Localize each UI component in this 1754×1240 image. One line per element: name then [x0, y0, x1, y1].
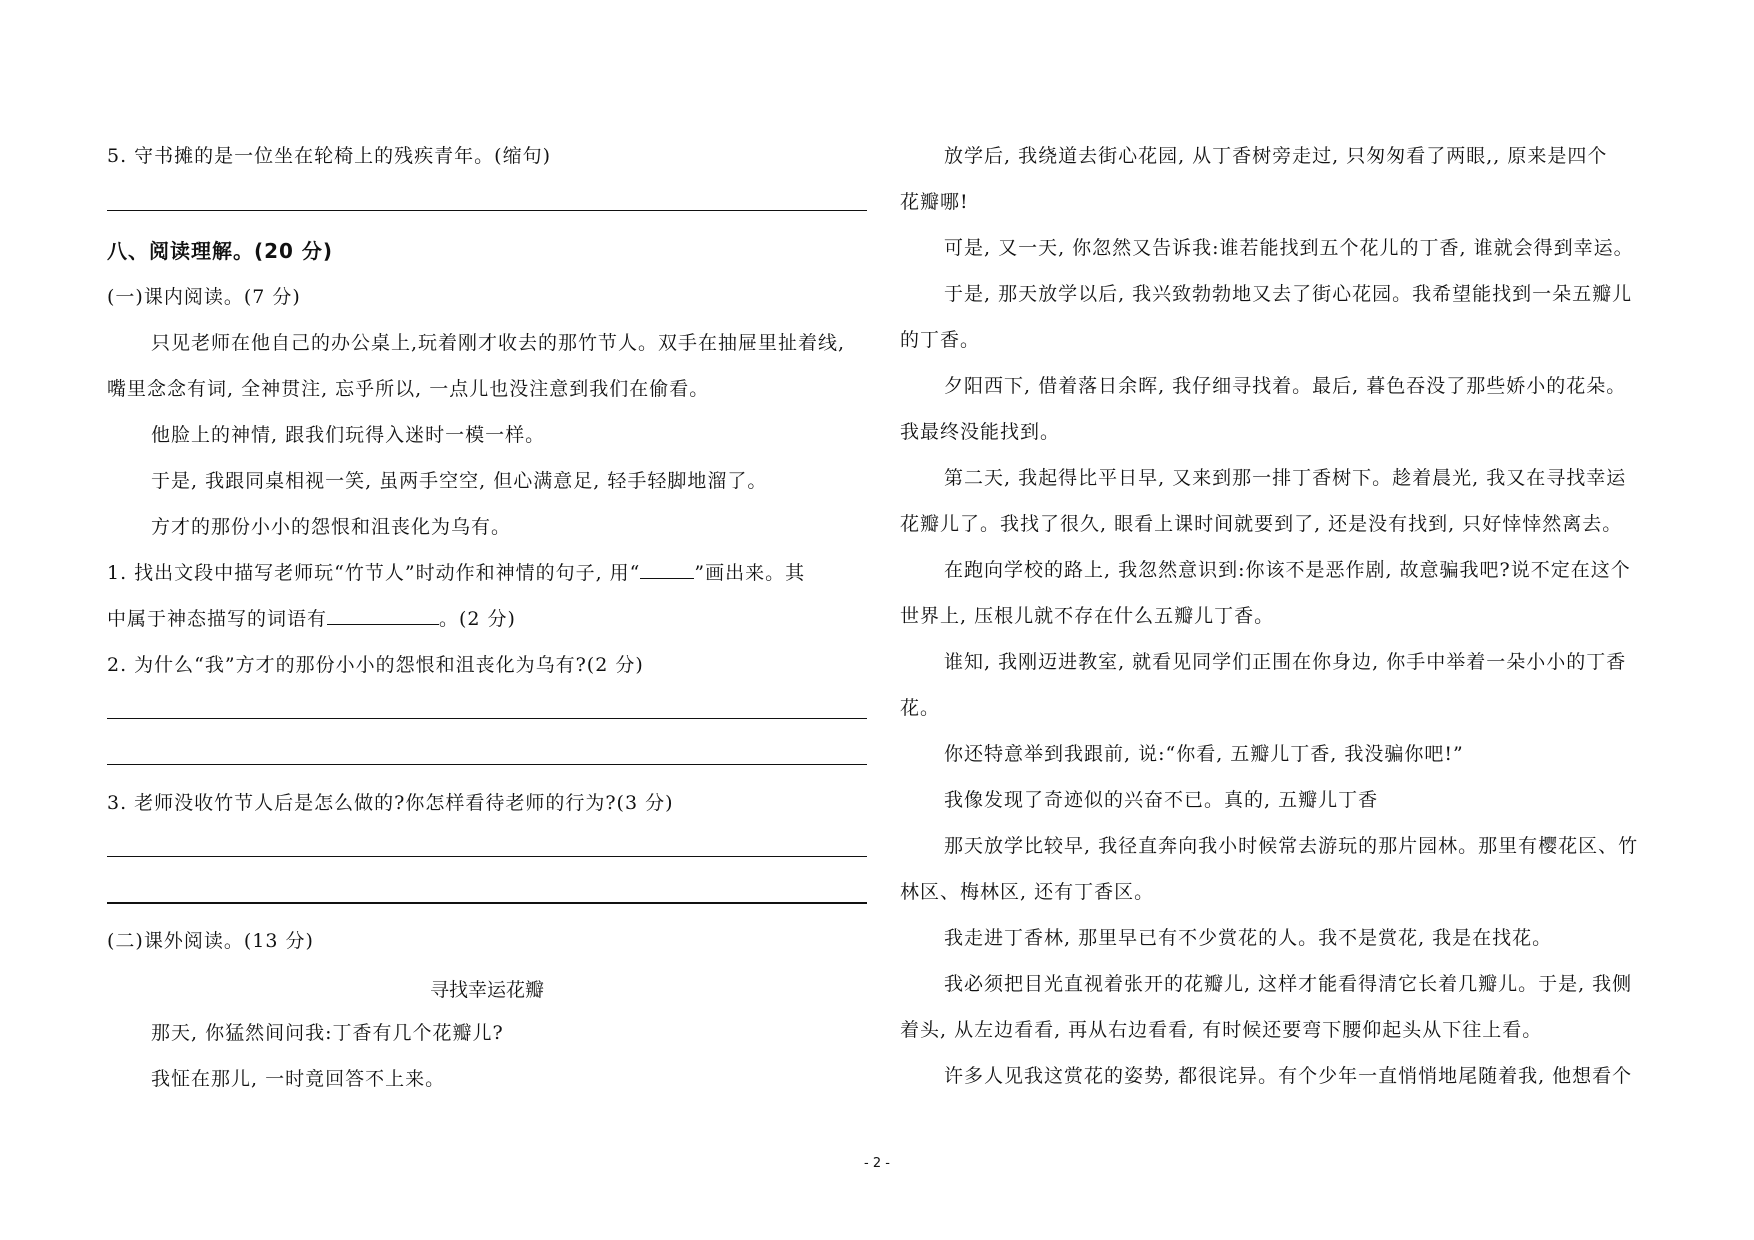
passage1-line: 嘴里念念有词, 全神贯注, 忘乎所以, 一点儿也没注意到我们在偷看。: [107, 378, 710, 400]
question-1-text-a: 1. 找出文段中描写老师玩“竹节人”时动作和神情的句子, 用“: [107, 562, 641, 584]
story-line: 我最终没能找到。: [900, 421, 1061, 443]
story-line: 花瓣哪!: [900, 191, 969, 213]
question-3: 3. 老师没收竹节人后是怎么做的?你怎样看待老师的行为?(3 分): [107, 792, 674, 814]
answer-line: [107, 902, 867, 904]
story-line: 我走进丁香林, 那里早已有不少赏花的人。我不是赏花, 我是在找花。: [944, 927, 1553, 949]
story-line: 花。: [900, 697, 941, 719]
answer-line: [107, 210, 867, 211]
section-heading: 八、阅读理解。(20 分): [107, 239, 334, 263]
story-line: 夕阳西下, 借着落日余晖, 我仔细寻找着。最后, 暮色吞没了那些娇小的花朵。: [944, 375, 1627, 397]
story-line: 放学后, 我绕道去街心花园, 从丁香树旁走过, 只匆匆看了两眼,, 原来是四个: [944, 145, 1608, 167]
passage1-line: 方才的那份小小的怨恨和沮丧化为乌有。: [151, 516, 512, 538]
question-2: 2. 为什么“我”方才的那份小小的怨恨和沮丧化为乌有?(2 分): [107, 654, 644, 676]
story-line: 的丁香。: [900, 329, 981, 351]
passage1-line: 他脸上的神情, 跟我们玩得入迷时一模一样。: [151, 424, 546, 446]
fill-blank[interactable]: [640, 560, 694, 579]
story-line: 那天, 你猛然间问我:丁香有几个花瓣儿?: [151, 1022, 504, 1044]
story-line: 我必须把目光直视着张开的花瓣儿, 这样才能看得清它长着几瓣儿。于是, 我侧: [944, 973, 1633, 995]
story-line: 那天放学比较早, 我径直奔向我小时候常去游玩的那片园林。那里有樱花区、竹: [944, 835, 1639, 857]
story-line: 谁知, 我刚迈进教室, 就看见同学们正围在你身边, 你手中举着一朵小小的丁香: [944, 651, 1627, 673]
story-line: 花瓣儿了。我找了很久, 眼看上课时间就要到了, 还是没有找到, 只好悻悻然离去。: [900, 513, 1623, 535]
answer-line: [107, 856, 867, 857]
passage1-line: 于是, 我跟同桌相视一笑, 虽两手空空, 但心满意足, 轻手轻脚地溜了。: [151, 470, 768, 492]
story-line: 世界上, 压根儿就不存在什么五瓣儿丁香。: [900, 605, 1275, 627]
story-line: 林区、梅林区, 还有丁香区。: [900, 881, 1155, 903]
part2-heading: (二)课外阅读。(13 分): [107, 930, 314, 952]
story-title: 寻找幸运花瓣: [429, 979, 544, 1001]
story-line: 我怔在那儿, 一时竟回答不上来。: [151, 1068, 446, 1090]
passage1-line: 只见老师在他自己的办公桌上,玩着刚才收去的那竹节人。双手在抽屉里扯着线,: [151, 332, 846, 354]
page-number: - 2 -: [864, 1156, 890, 1171]
answer-line: [107, 764, 867, 765]
question-1-text-c: 中属于神态描写的词语有: [107, 608, 328, 630]
question-5: 5. 守书摊的是一位坐在轮椅上的残疾青年。(缩句): [107, 145, 551, 167]
story-line: 你还特意举到我跟前, 说:“你看, 五瓣儿丁香, 我没骗你吧!”: [944, 743, 1464, 765]
part1-heading: (一)课内阅读。(7 分): [107, 286, 301, 308]
story-line: 于是, 那天放学以后, 我兴致勃勃地又去了街心花园。我希望能找到一朵五瓣儿: [944, 283, 1633, 305]
story-line: 我像发现了奇迹似的兴奋不已。真的, 五瓣儿丁香: [944, 789, 1379, 811]
story-line: 许多人见我这赏花的姿势, 都很诧异。有个少年一直悄悄地尾随着我, 他想看个: [944, 1065, 1633, 1087]
answer-line: [107, 718, 867, 719]
question-1-line1: [107, 560, 805, 586]
question-1-line2: [107, 606, 516, 632]
story-line: 着头, 从左边看看, 再从右边看看, 有时候还要弯下腰仰起头从下往上看。: [900, 1019, 1543, 1041]
question-1-text-b: ”画出来。其: [694, 562, 806, 584]
story-line: 在跑向学校的路上, 我忽然意识到:你该不是恶作剧, 故意骗我吧?说不定在这个: [944, 559, 1631, 581]
story-line: 可是, 又一天, 你忽然又告诉我:谁若能找到五个花儿的丁香, 谁就会得到幸运。: [944, 237, 1634, 259]
fill-blank[interactable]: [327, 606, 439, 625]
story-line: 第二天, 我起得比平日早, 又来到那一排丁香树下。趁着晨光, 我又在寻找幸运: [944, 467, 1627, 489]
question-1-text-d: 。(2 分): [439, 608, 516, 630]
